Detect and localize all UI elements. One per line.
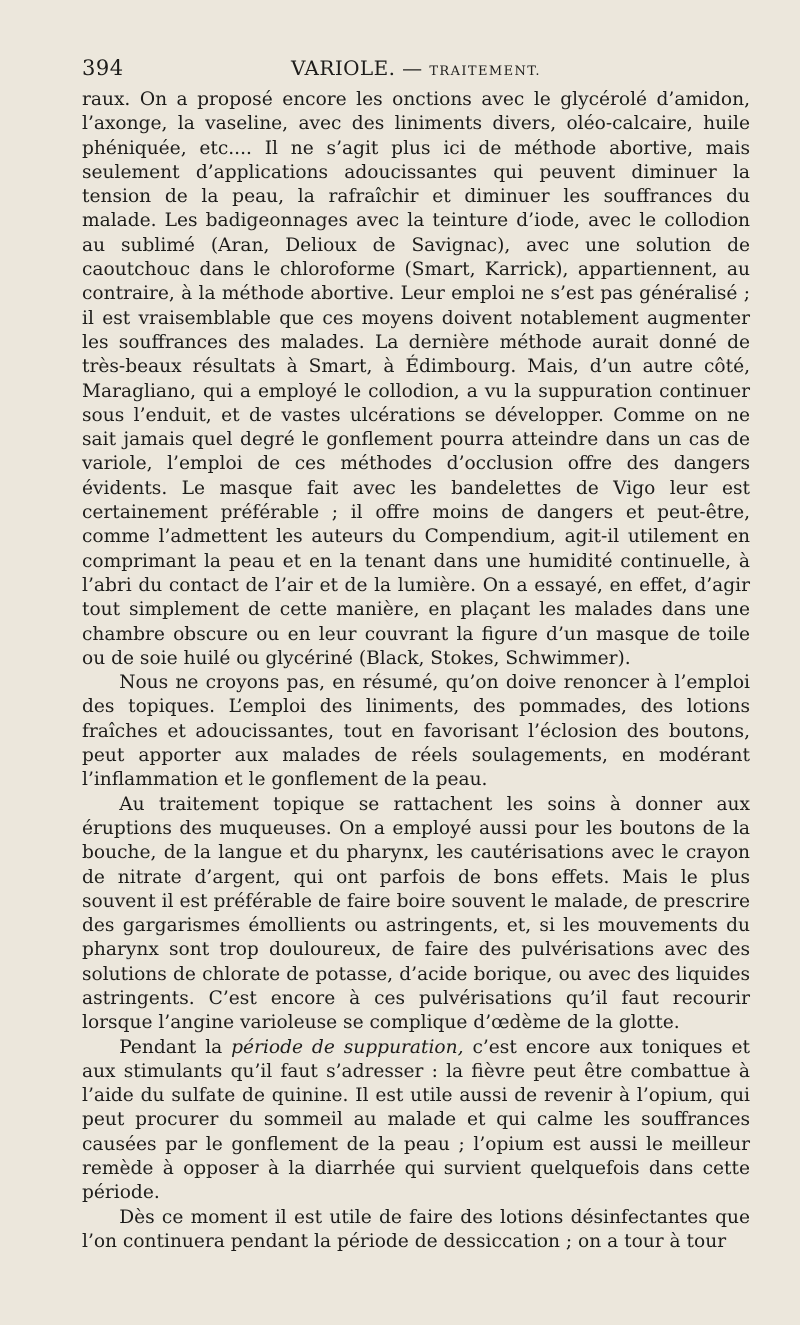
section-title: TRAITEMENT. — [429, 64, 541, 79]
paragraph-3 — [82, 793, 750, 1036]
paragraph-text: Dès ce moment il est utile de faire des lotions désinfectantes que l’on continuera pendant la période de dessiccation ; on a tour à tour — [82, 1206, 750, 1252]
running-title — [82, 56, 750, 80]
chapter-title: VARIOLE. — [291, 56, 396, 80]
title-separator: — — [402, 56, 423, 80]
body-text — [82, 88, 750, 1254]
italic-phrase: période de suppuration, — [231, 1036, 464, 1058]
paragraph-1 — [82, 88, 750, 671]
page-number: 394 — [82, 56, 124, 80]
paragraph-2 — [82, 671, 750, 792]
paragraph-5 — [82, 1206, 750, 1255]
running-head — [82, 48, 750, 88]
paragraph-text: Au traitement topique se rattachent les soins à donner aux éruptions des muqueuses. On a employé aussi pour les boutons de la bouche, de la langue et du pharynx, les cautérisations avec le crayon de nitrate d’argent, qui ont parfois de bons effets. Mais le plus souvent il est préférable de faire boire souvent le malade, de prescrire des gargarismes émollients ou astringents, et, si les mouvements du pharynx sont trop douloureux, de faire des pulvérisations avec des solutions de chlorate de potasse, d’acide borique, ou avec des liquides astringents. C’est encore à ces pulvérisations qu’il faut recourir lorsque l’angine varioleuse se complique d’œdème de la glotte. — [82, 793, 750, 1034]
paragraph-text: Nous ne croyons pas, en résumé, qu’on doive renoncer à l’emploi des topiques. L’emploi des liniments, des pommades, des lotions fraîches et adoucissantes, tout en favorisant l’éclosion des boutons, peut apporter aux malades de réels soulagements, en modérant l’inflammation et le gonflement de la peau. — [82, 672, 750, 791]
paragraph-text: raux. On a proposé encore les onctions avec le glycérolé d’amidon, l’axonge, la vaseline, avec des liniments divers, oléo-calcaire, huile phéniquée, etc.... Il ne s’agit plus ici de méthode abortive, mais seulement d’applications adoucissantes qui peuvent diminuer la tension de la peau, la rafraîchir et diminuer les souffrances du malade. Les badigeonnages avec la teinture d’iode, avec le collodion au sublimé (Aran, Delioux de Savignac), avec une solution de caoutchouc dans le chloroforme (Smart, Karrick), appartiennent, au contraire, à la méthode abortive. Leur emploi ne s’est pas généralisé ; il est vraisemblable que ces moyens doivent notablement augmenter les souffrances des malades. La dernière méthode aurait donné de très-beaux résultats à Smart, à Édimbourg. Mais, d’un autre côté, Maragliano, qui a employé le collodion, a vu la suppuration continuer sous l’enduit, et de vastes ulcérations se développer. Comme on ne sait jamais quel degré le gonflement pourra atteindre dans un cas de variole, l’emploi de ces méthodes d’occlusion offre des dangers évidents. Le masque fait avec les bandelettes de Vigo leur est certainement préférable ; il offre moins de dangers et peut-être, comme l’admettent les auteurs du Compendium, agit-il utilement en comprimant la peau et en la tenant dans une humidité continuelle, à l’abri du contact de l’air et de la lumière. On a essayé, en effet, d’agir tout simplement de cette manière, en plaçant les malades dans une chambre obscure ou en leur couvrant la figure d’un masque de toile ou de soie huilé ou glycériné (Black, Stokes, Schwimmer). — [82, 89, 750, 669]
paragraph-4 — [82, 1036, 750, 1206]
paragraph-text-continued: c’est encore aux toniques et aux stimulants qu’il faut s’adresser : la fièvre peut être combattue à l’aide du sulfate de quinine. Il est utile aussi de revenir à l’opium, qui peut procurer du sommeil au malade et qui calme les souffrances causées par le gonflement de la peau ; l’opium est aussi le meilleur remède à opposer à la diarrhée qui survient quelquefois dans cette période. — [82, 1036, 750, 1204]
paragraph-text: Pendant la — [119, 1036, 232, 1058]
